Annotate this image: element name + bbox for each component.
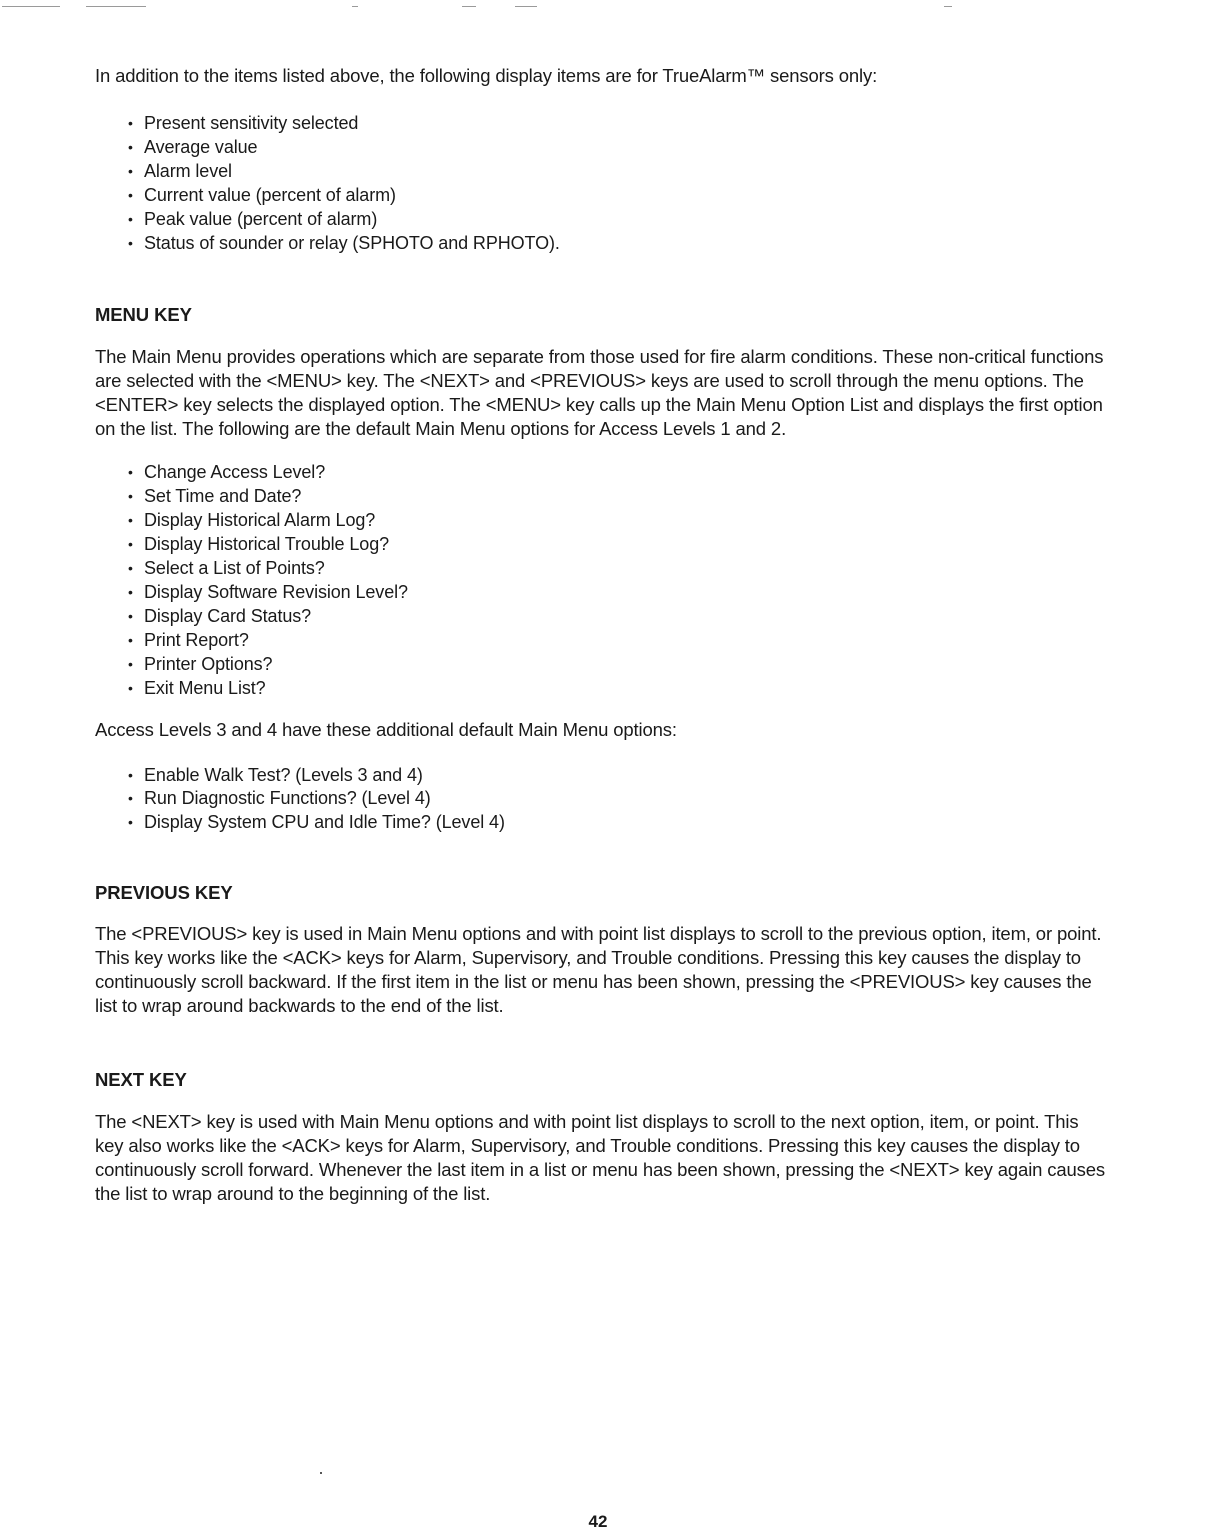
list-item: • Peak value (percent of alarm) [128, 208, 1105, 232]
list-item: • Status of sounder or relay (SPHOTO and RPHOTO). [128, 232, 1105, 256]
list-item: • Current value (percent of alarm) [128, 184, 1105, 208]
previous-key-paragraph: The <PREVIOUS> key is used in Main Menu options and with point list displays to scroll to the previous option, item, or point. This key works like the <ACK> keys for Alarm, Supervisory, and Trouble conditions. Pressing this key causes the display to continuously scroll backward. If the first item in the list or menu has been shown, pressing the <PREVIOUS> key causes the list to wrap around backwards to the end of the list. [95, 923, 1102, 1017]
list-item: • Set Time and Date? [128, 485, 1105, 509]
access-levels-paragraph: Access Levels 3 and 4 have these additional default Main Menu options: [95, 718, 677, 740]
intro-paragraph: In addition to the items listed above, the following display items are for TrueAlarm™ sensors only: [95, 65, 878, 86]
truealarm-display-items-list [95, 112, 1105, 255]
list-item: • Change Access Level? [128, 461, 1105, 485]
list-item: • Present sensitivity selected [128, 112, 1105, 136]
list-item: • Display Historical Trouble Log? [128, 533, 1105, 557]
scan-artifact-marks [0, 6, 1226, 10]
list-item: • Average value [128, 136, 1105, 160]
list-item: • Display Historical Alarm Log? [128, 509, 1105, 533]
menu-key-heading: MENU KEY [95, 304, 192, 326]
list-item: • Display Card Status? [128, 605, 1105, 629]
list-item: • Printer Options? [128, 653, 1105, 677]
additional-menu-options-list [95, 764, 1105, 836]
page-number: 42 [588, 1512, 608, 1531]
list-item: • Select a List of Points? [128, 557, 1105, 581]
main-menu-options-list [95, 461, 1105, 700]
list-item: • Alarm level [128, 160, 1105, 184]
list-item: • Display Software Revision Level? [128, 581, 1105, 605]
next-key-heading: NEXT KEY [95, 1069, 187, 1091]
scan-speck [320, 1472, 322, 1474]
list-item: • Print Report? [128, 629, 1105, 653]
list-item: • Display System CPU and Idle Time? (Level 4) [128, 811, 1105, 835]
list-item: • Enable Walk Test? (Levels 3 and 4) [128, 764, 1105, 788]
previous-key-heading: PREVIOUS KEY [95, 882, 233, 904]
list-item: • Exit Menu List? [128, 677, 1105, 701]
document-page [95, 64, 1105, 1206]
next-key-paragraph: The <NEXT> key is used with Main Menu options and with point list displays to scroll to the next option, item, or point. This key also works like the <ACK> keys for Alarm, Supervisory, and Trouble conditions. Pressing this key causes the display to continuously scroll forward. Whenever the last item in a list or menu has been shown, pressing the <NEXT> key again causes the list to wrap around to the beginning of the list. [95, 1111, 1105, 1205]
list-item: • Run Diagnostic Functions? (Level 4) [128, 787, 1105, 811]
menu-key-paragraph: The Main Menu provides operations which are separate from those used for fire alarm conditions. These non-critical functions are selected with the <MENU> key. The <NEXT> and <PREVIOUS> keys are used to scroll through the menu options. The <ENTER> key selects the displayed option. The <MENU> key calls up the Main Menu Option List and displays the first option on the list. The following are the default Main Menu options for Access Levels 1 and 2. [95, 346, 1104, 440]
